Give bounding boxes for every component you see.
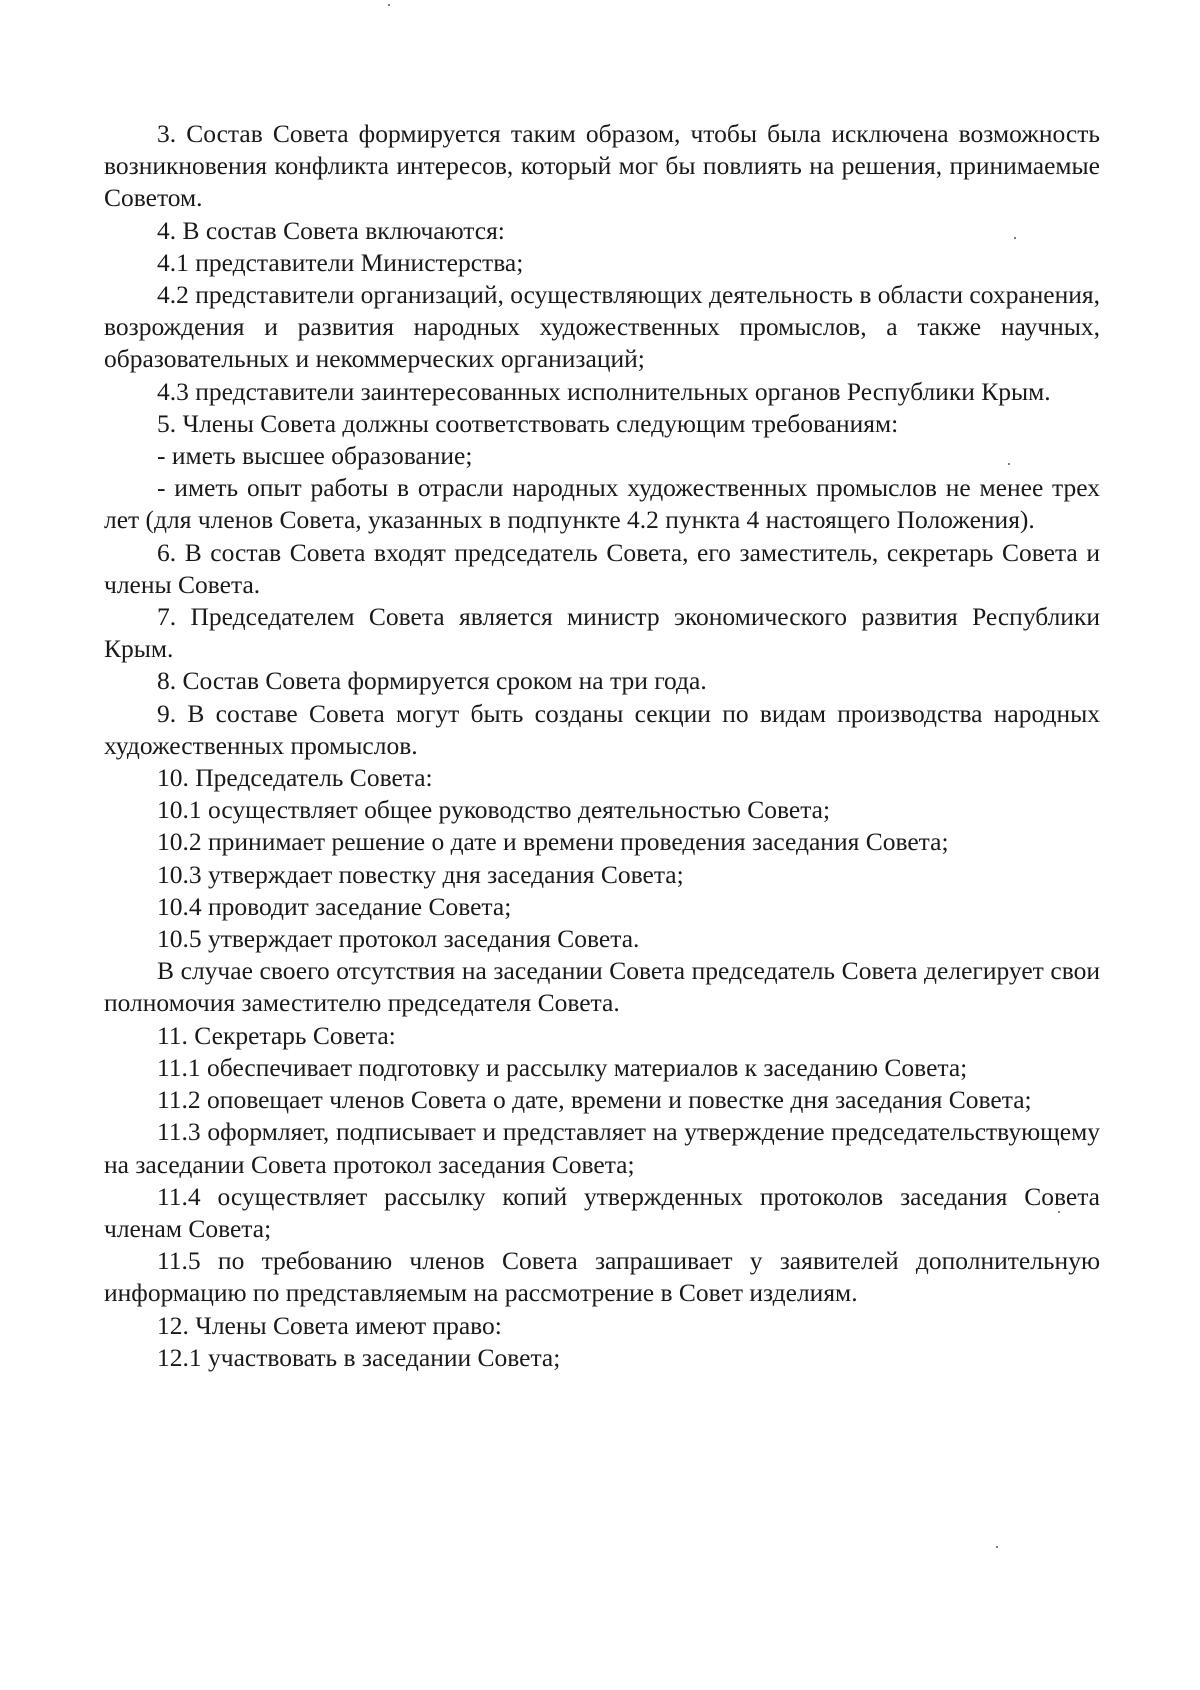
paragraph-9: 9. В составе Совета могут быть созданы секции по видам производства народных художественных промыслов. bbox=[104, 698, 1100, 760]
scan-speck bbox=[1008, 463, 1010, 465]
paragraph-12-1: 12.1 участвовать в заседании Совета; bbox=[157, 1342, 561, 1372]
paragraph-11-1: 11.1 обеспечивает подготовку и рассылку материалов к заседанию Совета; bbox=[157, 1052, 968, 1082]
scan-speck bbox=[1014, 237, 1016, 239]
scan-speck bbox=[388, 4, 390, 6]
paragraph-4: 4. В состав Совета включаются: bbox=[157, 215, 505, 245]
paragraph-12: 12. Члены Совета имеют право: bbox=[157, 1310, 502, 1340]
paragraph-10: 10. Председатель Совета: bbox=[157, 763, 433, 793]
paragraph-5: 5. Члены Совета должны соответствовать следующим требованиям: bbox=[157, 408, 899, 438]
paragraph-10-absence: В случае своего отсутствия на заседании Совета председатель Совета делегирует свои полномочия заместителю председателя Совета. bbox=[104, 956, 1100, 1018]
paragraph-7: 7. Председателем Совета является министр экономического развития Республики Крым. bbox=[104, 602, 1100, 664]
scan-speck bbox=[1058, 1211, 1060, 1213]
paragraph-11-5: 11.5 по требованию членов Совета запрашивает у заявителей дополнительную информацию по представляемым на рассмотрение в Совет изделиям. bbox=[104, 1246, 1100, 1308]
paragraph-6: 6. В состав Совета входят председатель Совета, его заместитель, секретарь Совета и члены Совета. bbox=[104, 537, 1100, 599]
paragraph-10-1: 10.1 осуществляет общее руководство деятельностью Совета; bbox=[157, 795, 831, 825]
paragraph-10-3: 10.3 утверждает повестку дня заседания Совета; bbox=[157, 859, 684, 889]
paragraph-10-2: 10.2 принимает решение о дате и времени проведения заседания Совета; bbox=[157, 827, 949, 857]
scan-speck bbox=[996, 1546, 998, 1548]
paragraph-11-4: 11.4 осуществляет рассылку копий утвержденных протоколов заседания Совета членам Совета; bbox=[104, 1181, 1100, 1243]
paragraph-5-requirement-1: - иметь высшее образование; bbox=[157, 441, 473, 471]
paragraph-4-3: 4.3 представители заинтересованных исполнительных органов Республики Крым. bbox=[157, 376, 1051, 406]
document-body bbox=[104, 118, 1100, 1374]
paragraph-3: 3. Состав Совета формируется таким образом, чтобы была исключена возможность возникновения конфликта интересов, который мог бы повлиять на решения, принимаемые Советом. bbox=[104, 119, 1100, 213]
paragraph-10-5: 10.5 утверждает протокол заседания Совета. bbox=[157, 924, 640, 954]
paragraph-11-3: 11.3 оформляет, подписывает и представляет на утверждение председательствующему на заседании Совета протокол заседания Совета; bbox=[104, 1117, 1100, 1179]
paragraph-11-2: 11.2 оповещает членов Совета о дате, времени и повестке дня заседания Совета; bbox=[157, 1085, 1032, 1115]
paragraph-5-requirement-2: - иметь опыт работы в отрасли народных художественных промыслов не менее трех лет (для членов Совета, указанных в подпункте 4.2 пункта 4 настоящего Положения). bbox=[104, 473, 1100, 535]
paragraph-10-4: 10.4 проводит заседание Совета; bbox=[157, 891, 512, 921]
paragraph-11: 11. Секретарь Совета: bbox=[157, 1020, 396, 1050]
paragraph-4-1: 4.1 представители Министерства; bbox=[157, 247, 524, 277]
paragraph-8: 8. Состав Совета формируется сроком на три года. bbox=[157, 666, 707, 696]
paragraph-4-2: 4.2 представители организаций, осуществляющих деятельность в области сохранения, возрождения и развития народных художественных промыслов, а также научных, образовательных и некоммерческих организаций; bbox=[104, 280, 1101, 374]
